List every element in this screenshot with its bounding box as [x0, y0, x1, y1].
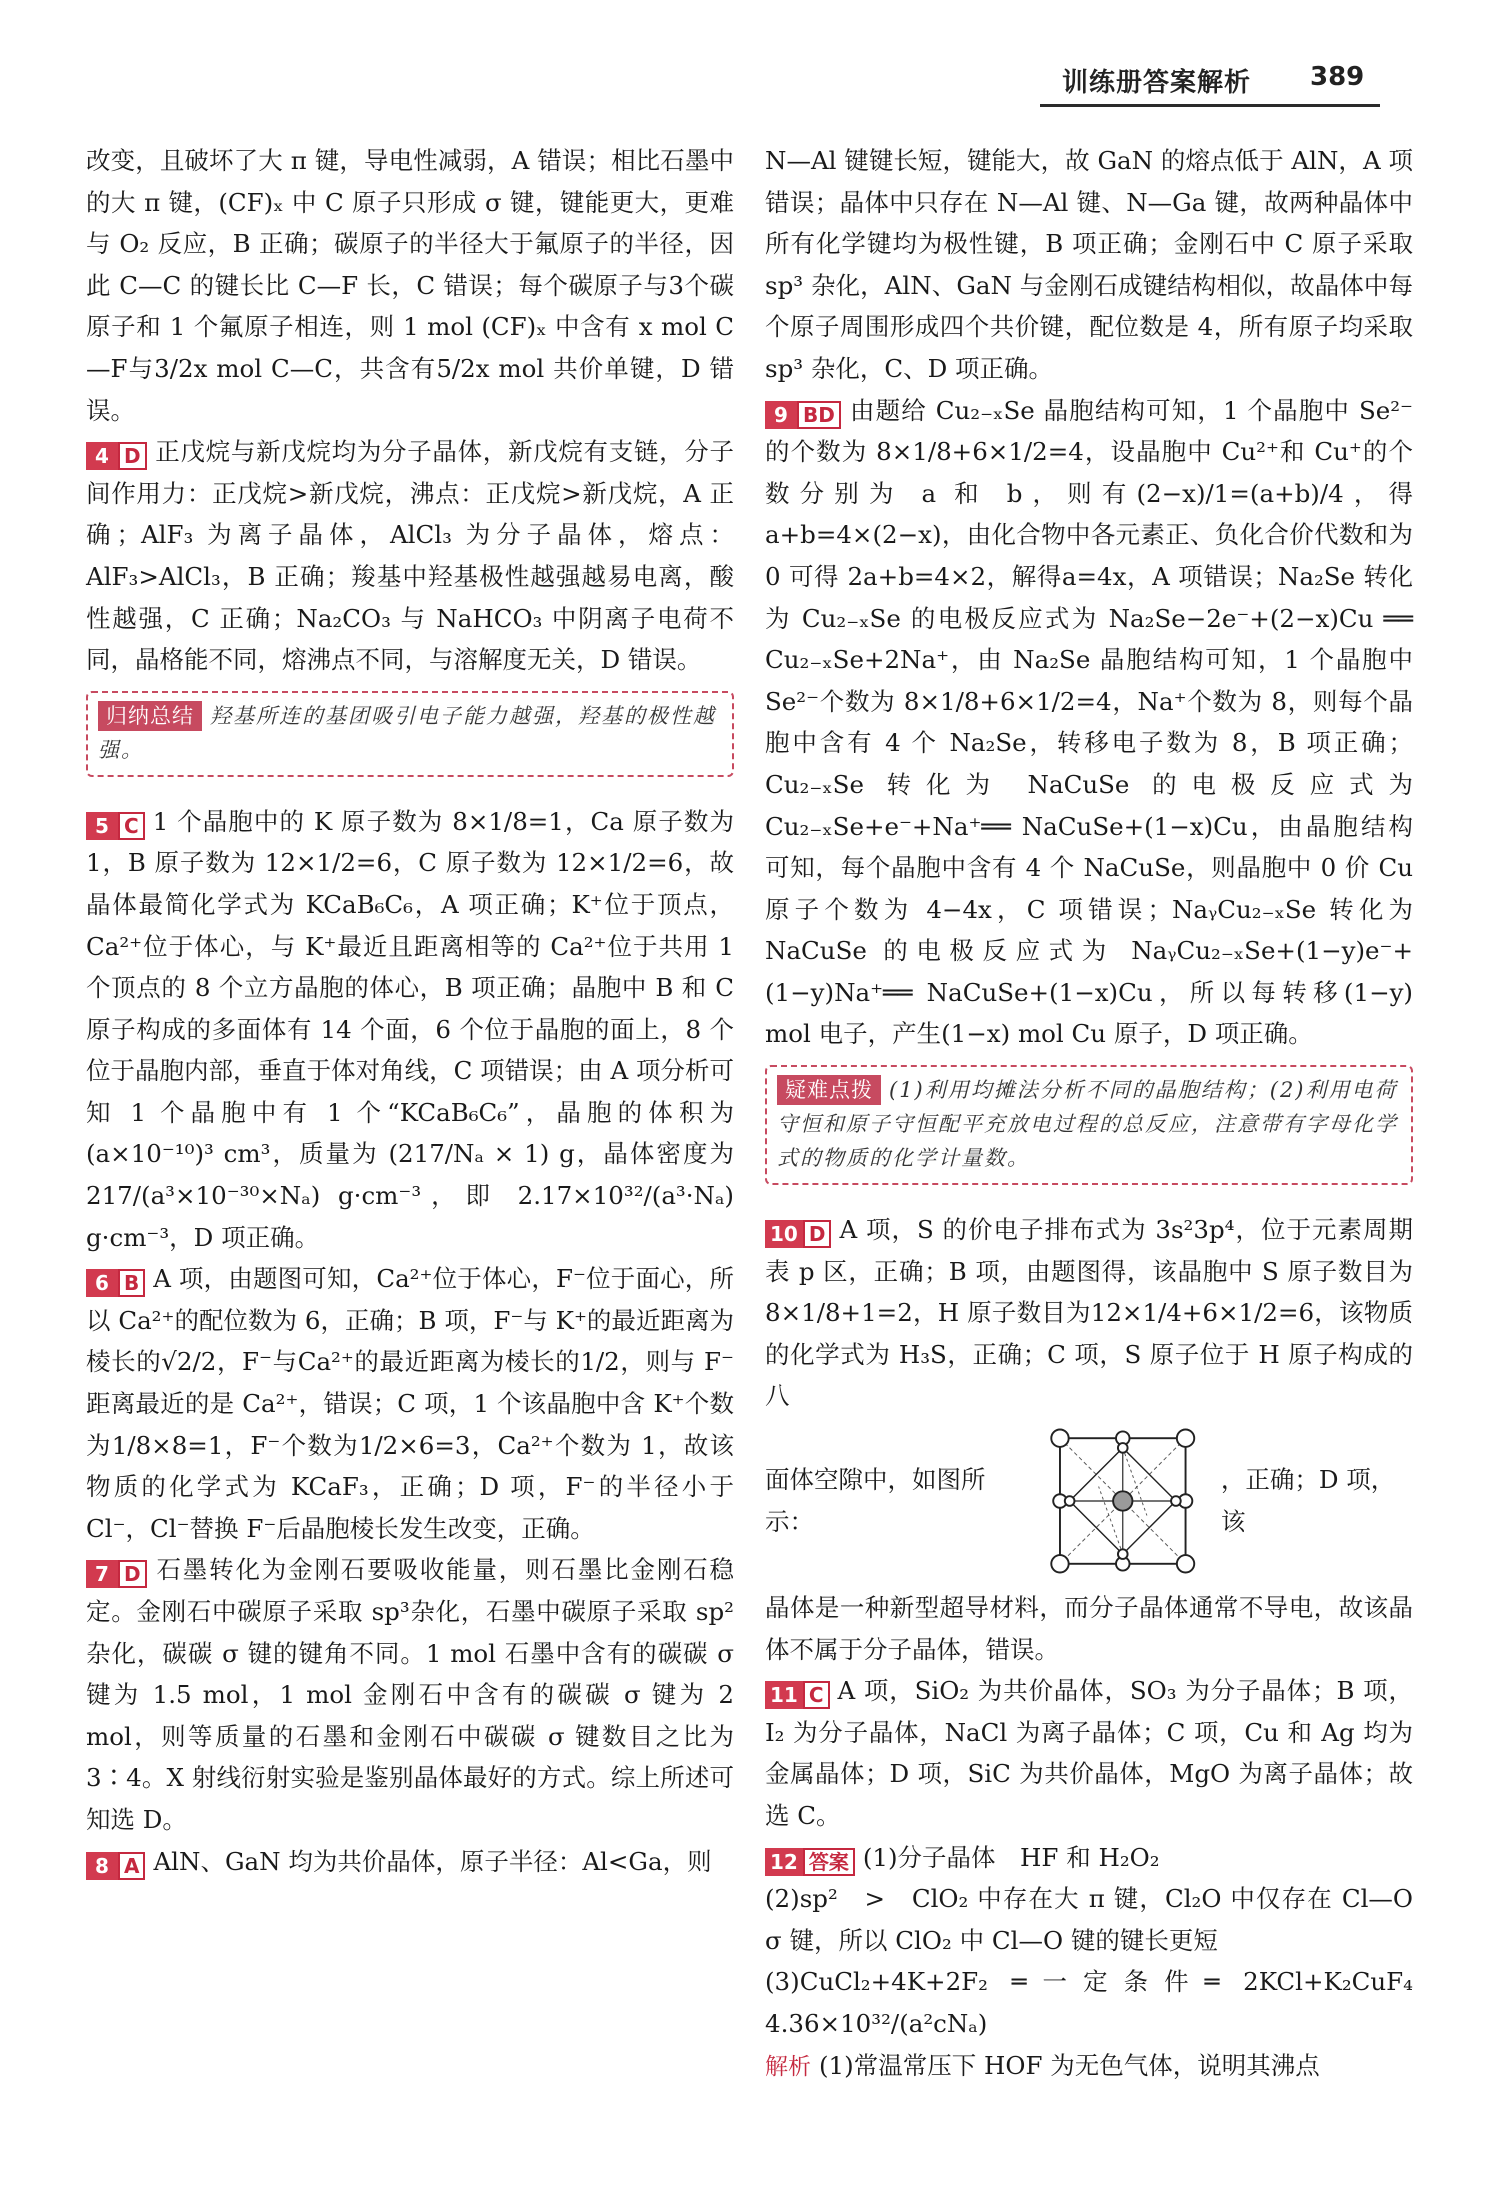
figure-lead-text: 面体空隙中，如图所示： [765, 1465, 986, 1537]
header-rule [1040, 104, 1380, 107]
answer-item-10: 10 D A 项，S 的价电子排布式为 3s²3p⁴，位于元素周期表 p 区，正确；B 项，由题图得，该晶胞中 S 原子数目为 8×1/8+1=2，H 原子数目为12×1/4+6×1/2=6，该物质的化学式为 H₃S，正确；C 项，S 原子位于 H 原子构成的八 [765, 1215, 1413, 1411]
summary-note [86, 691, 734, 777]
answer-badge: 11 C [765, 1681, 830, 1709]
figure-trail-text: ，正确；D 项，该 [1220, 1465, 1396, 1537]
answer-item-9: 9 BD 由题给 Cu₂₋ₓSe 晶胞结构可知，1 个晶胞中 Se²⁻的个数为 8×1/8+6×1/2=4，设晶胞中 Cu²⁺和 Cu⁺的个数分别为 a 和 b，则有(2−x)/1=(a+b)/4，得 a+b=4×(2−x)，由化合物中各元素正、负化合价代数和为 0 可得 2a+b=4×2，解得a=4x，A 项错误；Na₂Se 转化为 Cu₂₋ₓSe 的电极反应式为 Na₂Se−2e⁻+(2−x)Cu ══ Cu₂₋ₓSe+2Na⁺，由 Na₂Se 晶胞结构可知，1 个晶胞中 Se²⁻个数为 8×1/8+6×1/2=4，Na⁺个数为 8，则每个晶胞中含有 4 个 Na₂Se，转移电子数为 8，B 项正确；Cu₂₋ₓSe 转化为 NaCuSe 的电极反应式为 Cu₂₋ₓSe+e⁻+Na⁺══ NaCuSe+(1−x)Cu，由晶胞结构可知，每个晶胞中含有 4 个 NaCuSe，则晶胞中 0 价 Cu 原子个数为 4−4x，C 项错误；NaᵧCu₂₋ₓSe 转化为 NaCuSe 的电极反应式为 NaᵧCu₂₋ₓSe+(1−y)e⁻+(1−y)Na⁺══ NaCuSe+(1−x)Cu，所以每转移(1−y) mol 电子，产生(1−x) mol Cu 原子，D 项正确。 [765, 395, 1413, 1049]
answer-badge: 8 A [86, 1852, 145, 1880]
continuation-paragraph: N—Al 键键长短，键能大，故 GaN 的熔点低于 AlN，A 项错误；晶体中只存在 N—Al 键、N—Ga 键，故两种晶体中所有化学键均为极性键，B 项正确；金刚石中 C 原子采取 sp³ 杂化，AlN、GaN 与金刚石成键结构相似，故晶体中每个原子周围形成四个共价键，配位数是 4，所有原子均采取 sp³ 杂化，C、D 项正确。 [765, 146, 1413, 383]
answer-badge: 4 D [86, 442, 147, 470]
answer-badge: 12 答案 [765, 1848, 855, 1876]
crystal-structure-figure [1031, 1421, 1215, 1581]
note-text: 羟基所连的基团吸引电子能力越强，羟基的极性越强。 [98, 703, 716, 762]
analysis-text: (1)常温常压下 HOF 为无色气体，说明其沸点 [819, 2050, 1320, 2080]
answer-item-6: 6 B A 项，由题图可知，Ca²⁺位于体心，F⁻位于面心，所以 Ca²⁺的配位数为 6，正确；B 项，F⁻与 K⁺的最近距离为棱长的√2/2，F⁻与Ca²⁺的最近距离为棱长的1/2，则与 F⁻距离最近的是 Ca²⁺，错误；C 项，1 个该晶胞中含 K⁺个数为1/8×8=1，F⁻个数为1/2×6=3，Ca²⁺个数为 1，故该物质的化学式为 KCaF₃，正确；D 项，F⁻的半径小于 Cl⁻，Cl⁻替换 F⁻后晶胞棱长发生改变，正确。 [86, 1264, 734, 1543]
intro-paragraph: 改变，且破坏了大 π 键，导电性减弱，A 错误；相比石墨中的大 π 键，(CF)ₓ 中 C 原子只形成 σ 键，键能更大，更难与 O₂ 反应，B 正确；碳原子的半径大于氟原子的半径，因此 C—C 的键长比 C—F 长，C 错误；每个碳原子与3个碳原子和 1 个氟原子相连，则 1 mol (CF)ₓ 中含有 x mol C—F与3/2x mol C—C，共含有5/2x mol 共价单键，D 错误。 [86, 146, 734, 425]
answer-12-part-2: (2)sp² > ClO₂ 中存在大 π 键，Cl₂O 中仅存在 Cl—O σ 键，所以 ClO₂ 中 Cl—O 键的键长更短 [765, 1884, 1413, 1955]
answer-badge: 5 C [86, 812, 145, 840]
page-number: 389 [1310, 62, 1365, 92]
note-text: (1)利用均摊法分析不同的晶胞结构；(2)利用电荷守恒和原子守恒配平充放电过程的总反应，注意带有字母化学式的物质的化学计量数。 [777, 1078, 1398, 1171]
answer-item-5: 5 C 1 个晶胞中的 K 原子数为 8×1/8=1，Ca 原子数为 1，B 原子数为 12×1/2=6，C 原子数为 12×1/2=6，故晶体最简化学式为 KCaB₆C₆，A 项正确；K⁺位于顶点，Ca²⁺位于体心，与 K⁺最近且距离相等的 Ca²⁺位于共用 1 个顶点的 8 个立方晶胞的体心，B 项正确；晶胞中 B 和 C 原子构成的多面体有 14 个面，6 个位于晶胞的面上，8 个位于晶胞内部，垂直于体对角线，C 项错误；由 A 项分析可知 1 个晶胞中有 1 个“KCaB₆C₆”，晶胞的体积为(a×10⁻¹⁰)³ cm³，质量为 (217/Nₐ × 1) g，晶体密度为 217/(a³×10⁻³⁰×Nₐ) g·cm⁻³，即 2.17×10³²/(a³·Nₐ) g·cm⁻³，D 项正确。 [86, 806, 734, 1252]
left-column [86, 140, 734, 1882]
answer-12-part-3: (3)CuCl₂+4K+2F₂ ═一定条件═ 2KCl+K₂CuF₄ 4.36×10³²/(a²cNₐ) [765, 1967, 1438, 2038]
analysis-tag: 解析 [765, 2053, 811, 2080]
answer-item-11: 11 C A 项，SiO₂ 为共价晶体，SO₃ 为分子晶体；B 项，I₂ 为分子晶体，NaCl 为离子晶体；C 项，Cu 和 Ag 均为金属晶体；D 项，SiC 为共价晶体，MgO 为离子晶体；故选 C。 [765, 1676, 1413, 1830]
answer-item-12: 12 答案 (1)分子晶体 HF 和 H₂O₂ [765, 1837, 1413, 1879]
note-tag: 归纳总结 [98, 701, 202, 731]
answer-badge: 6 B [86, 1269, 145, 1297]
answer-badge: 9 BD [765, 401, 841, 429]
right-column [765, 140, 1438, 2088]
note-tag: 疑难点拨 [777, 1075, 881, 1105]
answer-item-7: 7 D 石墨转化为金刚石要吸收能量，则石墨比金刚石稳定。金刚石中碳原子采取 sp³杂化，石墨中碳原子采取 sp²杂化，碳碳 σ 键的键角不同。1 mol 石墨中含有的碳碳 σ 键为 1.5 mol，1 mol 金刚石中含有的碳碳 σ 键为 2 mol，则等质量的石墨和金刚石中碳碳 σ 键数目之比为 3∶4。X 射线衍射实验是鉴别晶体最好的方式。综上所述可知选 D。 [86, 1555, 734, 1834]
answer-badge: 7 D [86, 1560, 147, 1588]
answer-badge: 10 D [765, 1220, 831, 1248]
page-header [0, 0, 1512, 108]
analysis-paragraph [765, 2045, 1413, 2089]
crystal-figure-row [765, 1421, 1413, 1581]
tip-note [765, 1065, 1413, 1185]
item-10-tail: 晶体是一种新型超导材料，而分子晶体通常不导电，故该晶体不属于分子晶体，错误。 [765, 1593, 1413, 1664]
answer-item-4: 4 D 正戊烷与新戊烷均为分子晶体，新戊烷有支链，分子间作用力：正戊烷>新戊烷，沸点：正戊烷>新戊烷，A 正确；AlF₃ 为离子晶体，AlCl₃ 为分子晶体，熔点：AlF₃>AlCl₃，B 正确；羧基中羟基极性越强越易电离，酸性越强，C 正确；Na₂CO₃ 与 NaHCO₃ 中阴离子电荷不同，晶格能不同，熔沸点不同，与溶解度无关，D 错误。 [86, 437, 734, 675]
header-title: 训练册答案解析 [1062, 68, 1252, 98]
answer-item-8: 8 A AlN、GaN 均为共价晶体，原子半径：Al<Ga，则 [86, 1841, 734, 1883]
